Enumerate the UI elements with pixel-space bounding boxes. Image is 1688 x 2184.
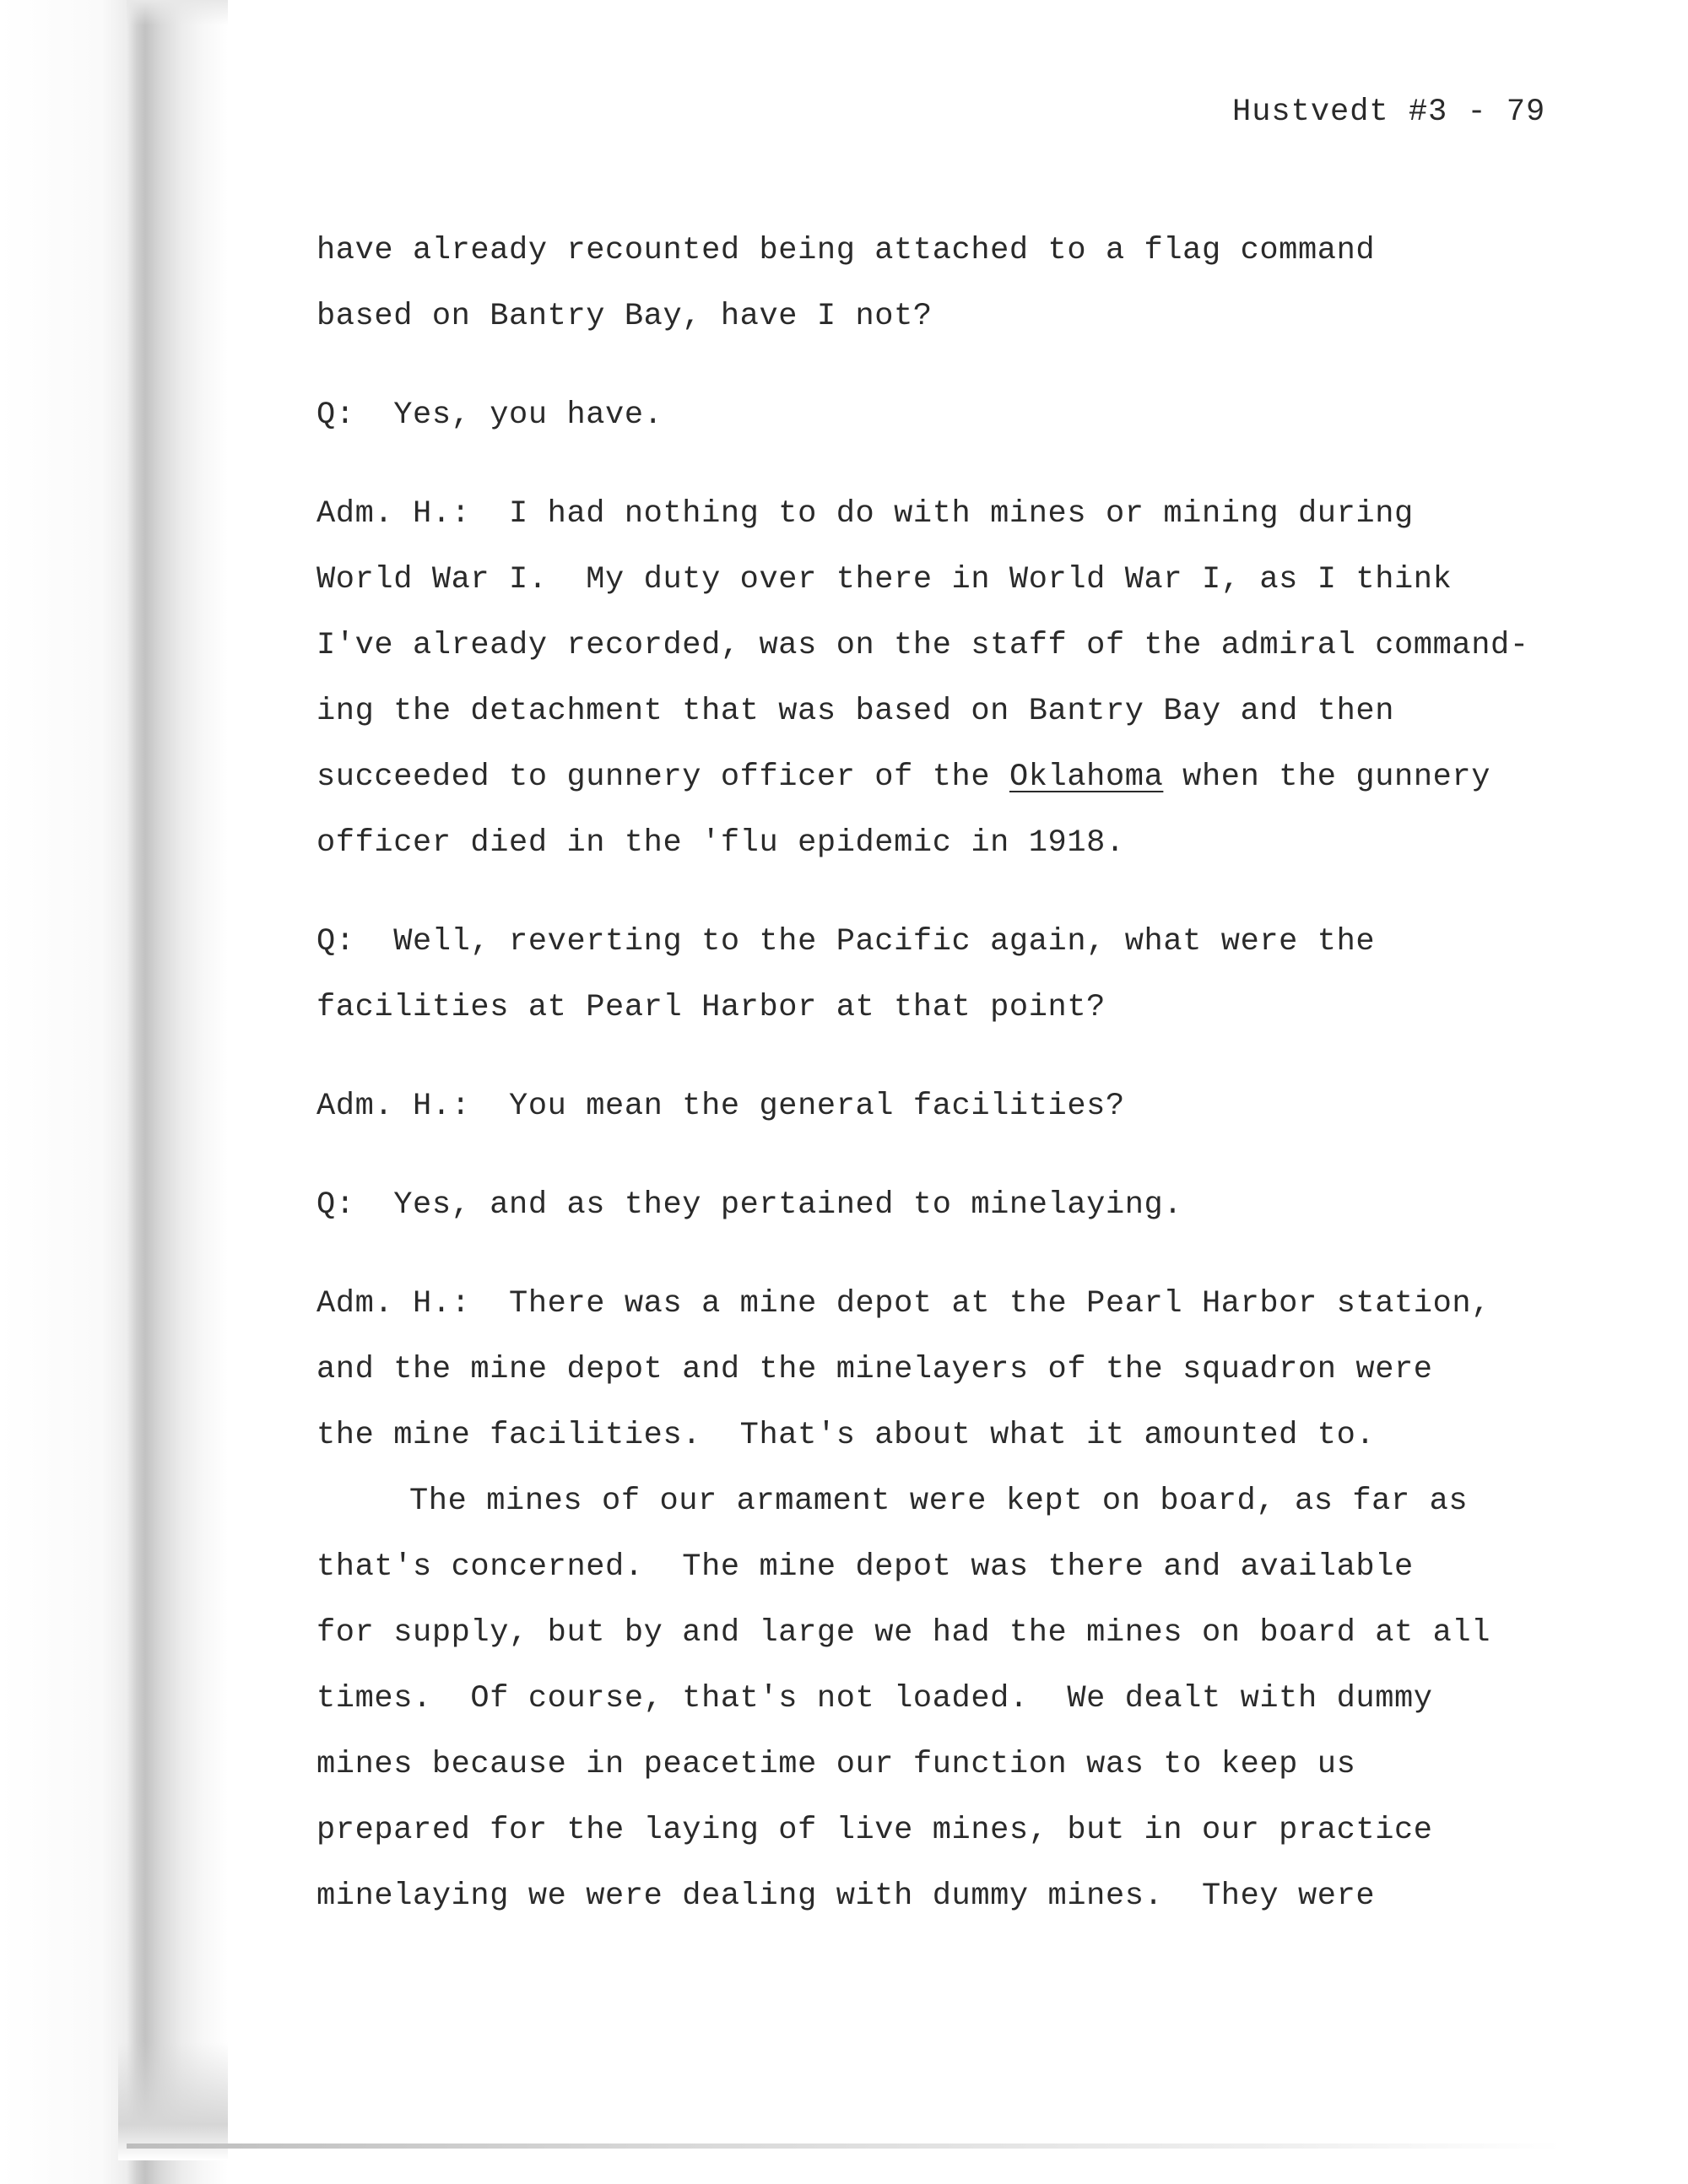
text-line: Q: Yes, you have. (316, 397, 663, 433)
text-line: facilities at Pearl Harbor at that point? (316, 990, 1106, 1025)
text-line: based on Bantry Bay, have I not? (316, 299, 933, 334)
question-paragraph (316, 382, 1566, 448)
text-line: for supply, but by and large we had the mines on board at all (316, 1615, 1491, 1651)
text-line: minelaying we were dealing with dummy mines. They were (316, 1879, 1376, 1914)
binding-shadow-top (127, 0, 228, 25)
text-line: that's concerned. The mine depot was there and available (316, 1549, 1414, 1585)
text-line: Adm. H.: There was a mine depot at the Pearl Harbor station, (316, 1286, 1491, 1322)
text-line: Adm. H.: I had nothing to do with mines or mining during (316, 496, 1414, 532)
page-header: Hustvedt #3 - 79 (1232, 95, 1546, 130)
text-line: World War I. My duty over there in World War I, as I think (316, 562, 1453, 597)
binding-shadow (0, 0, 228, 2184)
question-paragraph (316, 909, 1566, 1041)
text-segment: succeeded to gunnery officer of the (316, 760, 1009, 795)
text-line: prepared for the laying of live mines, but in our practice (316, 1813, 1433, 1848)
text-line: mines because in peacetime our function was to keep us (316, 1747, 1356, 1782)
answer-paragraph (316, 1271, 1566, 1468)
transcript-body (316, 218, 1566, 1929)
text-line: officer died in the 'flu epidemic in 1918. (316, 825, 1125, 861)
paragraph-gap (316, 448, 1566, 481)
text-line: Q: Well, reverting to the Pacific again, what were the (316, 924, 1376, 960)
text-line: ing the detachment that was based on Bantry Bay and then (316, 694, 1395, 729)
text-line: Q: Yes, and as they pertained to minelaying. (316, 1187, 1183, 1223)
answer-paragraph (316, 1468, 1566, 1929)
page-bottom-edge (127, 2143, 1561, 2149)
paragraph-gap (316, 876, 1566, 909)
paragraph-gap (316, 349, 1566, 382)
ship-name: Oklahoma (1009, 760, 1164, 795)
text-segment: when the gunnery (1163, 760, 1491, 795)
text-line: times. Of course, that's not loaded. We dealt with dummy (316, 1681, 1433, 1716)
paragraph-gap (316, 1139, 1566, 1172)
paragraph-gap (316, 1041, 1566, 1073)
text-line: The mines of our armament were kept on board, as far as (409, 1484, 1469, 1519)
text-line: have already recounted being attached to a flag command (316, 233, 1376, 268)
text-line: the mine facilities. That's about what it amounted to. (316, 1418, 1376, 1453)
text-line: I've already recorded, was on the staff of the admiral command- (316, 628, 1529, 663)
answer-paragraph (316, 481, 1566, 876)
text-line: Adm. H.: You mean the general facilities? (316, 1089, 1125, 1124)
question-paragraph (316, 1172, 1566, 1238)
paragraph-continuation (316, 218, 1566, 349)
text-line: and the mine depot and the minelayers of the squadron were (316, 1352, 1433, 1387)
paragraph-gap (316, 1238, 1566, 1271)
text-line (316, 744, 1566, 810)
answer-paragraph (316, 1073, 1566, 1139)
binding-shadow-bottom (118, 2042, 228, 2160)
